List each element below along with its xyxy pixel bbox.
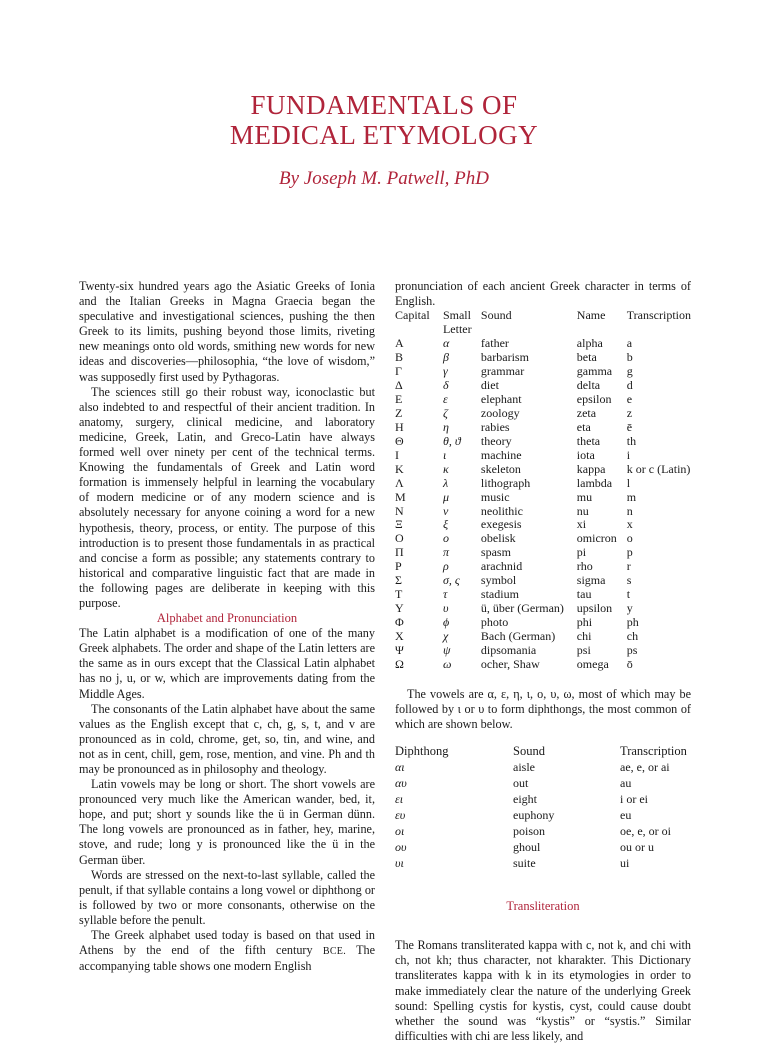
letter-name: delta <box>576 377 601 392</box>
diphthong-table <box>395 745 687 871</box>
letter-name: kappa <box>576 461 606 476</box>
diphthong-sound: euphony <box>513 808 555 823</box>
diphthong: αι <box>395 760 405 775</box>
transcription: r <box>626 559 631 574</box>
section-heading-alphabet: Alphabet and Pronunciation <box>156 611 298 626</box>
transcription: m <box>626 489 637 504</box>
greek-letter-row <box>395 658 691 672</box>
sound-example: elephant <box>480 391 522 406</box>
greek-alphabet-text-b: The accompanying table shows one modern English <box>79 943 376 974</box>
letter-name: eta <box>576 419 591 434</box>
transcription: x <box>626 517 633 532</box>
sound-example: lithograph <box>480 475 531 490</box>
capital-letter: Κ <box>395 461 404 476</box>
transcription: e <box>626 391 633 406</box>
greek-letter-row <box>395 449 691 463</box>
letter-name: xi <box>576 517 587 532</box>
diphthong-sound: poison <box>513 824 546 839</box>
small-letter: ρ <box>442 559 449 574</box>
letter-name: zeta <box>576 405 597 420</box>
greek-letter-row <box>395 560 691 574</box>
intro-paragraph: Twenty-six hundred years ago the Asiatic Greeks of Ionia and the Italian Greeks in Magna Graecia began the speculative and investigational sciences, pushing the then Greek to its limits, pushing beyond those limits, riveting new meanings onto old words, smithing new words for new ideas and discoveries—philosophia, “the love of wisdom,” was supposedly first used by Pythagoras. <box>79 279 375 384</box>
letter-name: gamma <box>576 364 613 378</box>
capital-letter: Θ <box>395 433 404 448</box>
greek-letter-row <box>395 393 691 407</box>
greek-alphabet-table <box>395 309 691 672</box>
capital-letter: Τ <box>395 587 403 602</box>
capital-letter: Λ <box>395 475 404 490</box>
capital-letter: Χ <box>395 629 404 644</box>
transcription: t <box>626 587 631 602</box>
letter-name: sigma <box>576 573 606 588</box>
small-letter: ϕ <box>442 615 450 630</box>
diphthong-transcription: ae, e, or ai <box>620 760 670 775</box>
pronunciation-paragraph: pronunciation of each ancient Greek character in terms of English. <box>395 279 691 309</box>
sound-example: dipsomania <box>480 643 537 658</box>
sound-example: zoology <box>480 405 520 420</box>
diphthong-transcription: ui <box>620 856 630 871</box>
sound-example: rabies <box>480 419 510 434</box>
diphthong-transcription: au <box>620 776 632 791</box>
era-abbreviation: BCE. <box>322 946 347 958</box>
latin-alphabet-paragraph: The Latin alphabet is a modification of one of the many Greek alphabets. The order and shape of the Latin letters are the same as in ours except that the Classical Latin alphabet has no j, u, or w, which are improvements dating from the Middle Ages. <box>79 626 375 701</box>
small-letter: μ <box>442 489 449 504</box>
sound-example: diet <box>480 377 499 392</box>
sound-example: stadium <box>480 587 519 602</box>
diphthong: υι <box>395 856 404 871</box>
header-diphthong-sound: Sound <box>513 744 545 759</box>
capital-letter: Δ <box>395 377 403 392</box>
header-small-letter: Small Letter <box>442 308 472 337</box>
letter-name: iota <box>576 447 595 462</box>
greek-letter-row <box>395 546 691 560</box>
transcription: ph <box>626 615 639 630</box>
header-name: Name <box>576 308 606 323</box>
header-diphthong: Diphthong <box>395 744 449 759</box>
letter-name: omicron <box>576 531 617 546</box>
letter-name: lambda <box>576 475 613 490</box>
greek-letter-row <box>395 518 691 532</box>
greek-letter-row <box>395 379 691 393</box>
transcription: g <box>626 364 633 378</box>
greek-letter-row <box>395 644 691 658</box>
diphthong-row <box>395 839 687 855</box>
small-letter: υ <box>442 601 449 616</box>
capital-letter: Ψ <box>395 643 404 658</box>
transcription: b <box>626 350 633 365</box>
small-letter: κ <box>442 461 449 476</box>
letter-name: nu <box>576 503 589 518</box>
capital-letter: Β <box>395 350 404 365</box>
small-letter: ε <box>442 391 448 406</box>
diphthong: ου <box>395 840 407 855</box>
greek-letter-row <box>395 337 691 351</box>
greek-letter-row <box>395 588 691 602</box>
sound-example: skeleton <box>480 461 521 476</box>
capital-letter: Ξ <box>395 517 403 532</box>
small-letter: χ <box>442 629 449 644</box>
transcription: ō <box>626 657 633 672</box>
diphthong-transcription: ou or u <box>620 840 654 855</box>
greek-letter-row <box>395 407 691 421</box>
capital-letter: Ν <box>395 503 404 518</box>
letter-name: omega <box>576 657 609 672</box>
letter-name: theta <box>576 433 601 448</box>
letter-name: tau <box>576 587 592 602</box>
greek-letter-row <box>395 630 691 644</box>
small-letter: ι <box>442 447 447 462</box>
header-capital: Capital <box>395 308 430 323</box>
diphthong-transcription: oe, e, or oi <box>620 824 671 839</box>
transliteration-paragraph: The Romans transliterated kappa with c, not k, and chi with ch, not kh; thus character, not kharakter. This Dictionary transliterates kappa with k in its etymologies in order to make immediately clear the nature of the underlying Greek sound: Spelling cystis for kystis, cyst, could cause doubt whether the sound was “kystis” or “systis.” Similar difficulties with chi are less likely, and <box>395 938 691 1043</box>
diphthong-row <box>395 759 687 775</box>
diphthong: οι <box>395 824 405 839</box>
sound-example: ocher, Shaw <box>480 657 540 672</box>
diphthong-transcription: eu <box>620 808 632 823</box>
greek-alphabet-paragraph <box>79 928 375 974</box>
title-line-2: MEDICAL ETYMOLOGY <box>229 120 539 150</box>
diphthong-sound: ghoul <box>513 840 541 855</box>
sound-example: music <box>480 489 510 504</box>
small-letter: ψ <box>442 643 451 658</box>
author-byline: By Joseph M. Patwell, PhD <box>278 168 489 189</box>
diphthong: αυ <box>395 776 407 791</box>
sound-example: obelisk <box>480 531 516 546</box>
sound-example: father <box>480 336 509 351</box>
diphthong-sound: out <box>513 776 529 791</box>
capital-letter: Φ <box>395 615 404 630</box>
header-sound: Sound <box>480 308 512 323</box>
capital-letter: Ο <box>395 531 404 546</box>
letter-name: rho <box>576 559 593 574</box>
sound-example: ü, über (German) <box>480 601 564 616</box>
transcription: d <box>626 377 633 392</box>
transcription: l <box>626 475 631 490</box>
greek-table-header-row <box>395 309 691 337</box>
greek-letter-row <box>395 574 691 588</box>
diphthong-header-row <box>395 745 687 759</box>
transcription: ch <box>626 629 639 644</box>
greek-letter-row <box>395 491 691 505</box>
section-heading-transliteration: Transliteration <box>506 899 580 914</box>
diphthong-row <box>395 823 687 839</box>
diphthong-row <box>395 855 687 871</box>
diphthong: ευ <box>395 808 406 823</box>
right-column <box>395 279 691 1044</box>
transcription: z <box>626 405 633 420</box>
letter-name: mu <box>576 489 593 504</box>
letter-name: phi <box>576 615 593 630</box>
transcription: s <box>626 573 632 588</box>
sound-example: photo <box>480 615 509 630</box>
greek-letter-row <box>395 463 691 477</box>
letter-name: beta <box>576 350 597 365</box>
letter-name: psi <box>576 643 591 658</box>
small-letter: β <box>442 350 449 365</box>
capital-letter: Η <box>395 419 404 434</box>
capital-letter: Ε <box>395 391 403 406</box>
letter-name: epsilon <box>576 391 612 406</box>
page-title <box>0 90 768 150</box>
small-letter: θ, ϑ <box>442 433 461 448</box>
transcription: p <box>626 545 633 560</box>
letter-name: pi <box>576 545 587 560</box>
vowels-paragraph: Latin vowels may be long or short. The short vowels are pronounced very much like the American wander, bed, it, hope, and put; short y sounds like the ü in German dünn. The long vowels are pronounced as in father, hey, marine, stove, and rude; long y is pronounced like the ü in the German über. <box>79 777 375 867</box>
title-line-1: FUNDAMENTALS OF <box>250 90 518 120</box>
small-letter: π <box>442 545 449 560</box>
small-letter: α <box>442 336 450 351</box>
letter-name: chi <box>576 629 592 644</box>
sound-example: grammar <box>480 364 525 378</box>
diphthong-row <box>395 775 687 791</box>
small-letter: ζ <box>442 405 448 420</box>
transcription: ps <box>626 643 638 658</box>
greek-letter-row <box>395 421 691 435</box>
transcription: ē <box>626 419 633 434</box>
greek-letter-row <box>395 365 691 379</box>
capital-letter: Γ <box>395 364 402 378</box>
transcription: a <box>626 336 633 351</box>
transcription: th <box>626 433 637 448</box>
sound-example: theory <box>480 433 512 448</box>
diphthong-sound: suite <box>513 856 536 871</box>
vowels-diphthongs-paragraph: The vowels are α, ε, η, ι, ο, υ, ω, most of which may be followed by ι or υ to form diphthongs, the most common of which are shown below. <box>395 686 691 732</box>
letter-name: alpha <box>576 336 603 351</box>
capital-letter: Ω <box>395 657 404 672</box>
diphthong-sound: aisle <box>513 760 535 775</box>
diphthong-row <box>395 807 687 823</box>
greek-letter-row <box>395 602 691 616</box>
left-column <box>79 279 375 974</box>
transcription: i <box>626 447 631 462</box>
sound-example: exegesis <box>480 517 522 532</box>
sound-example: barbarism <box>480 350 529 365</box>
capital-letter: Π <box>395 545 404 560</box>
greek-letter-row <box>395 532 691 546</box>
small-letter: ω <box>442 657 452 672</box>
greek-letter-row <box>395 505 691 519</box>
diphthong-row <box>395 791 687 807</box>
greek-alphabet-text-a: The Greek alphabet used today is based on that used in Athens by the end of the fifth century <box>79 928 375 958</box>
small-letter: λ <box>442 475 449 490</box>
small-letter: δ <box>442 377 449 392</box>
sound-example: arachnid <box>480 559 523 574</box>
capital-letter: Υ <box>395 601 404 616</box>
consonants-paragraph: The consonants of the Latin alphabet have about the same values as the English except that c, ch, g, s, t, and v are pronounced as in cold, chrome, get, so, tin, and wine, and not as in cent, chill, gem, rose, mention, and vine. Ph and th may be pronounced as in philosophy and theology. <box>79 701 375 776</box>
letter-name: upsilon <box>576 601 613 616</box>
sound-example: symbol <box>480 573 517 588</box>
small-letter: ο <box>442 531 449 546</box>
small-letter: τ <box>442 587 448 602</box>
capital-letter: Α <box>395 336 404 351</box>
capital-letter: Ζ <box>395 405 403 420</box>
small-letter: γ <box>442 364 448 378</box>
header-transcription: Transcription <box>626 308 691 323</box>
transcription: k or c (Latin) <box>626 461 691 476</box>
diphthong: ει <box>395 792 404 807</box>
small-letter: η <box>442 419 449 434</box>
capital-letter: Σ <box>395 573 402 588</box>
stress-paragraph: Words are stressed on the next-to-last syllable, called the penult, if that syllable contains a long vowel or diphthong or is followed by two or more consonants, otherwise on the syllable before the penult. <box>79 867 375 927</box>
capital-letter: Ρ <box>395 559 402 574</box>
small-letter: σ, ς <box>442 573 460 588</box>
greek-letter-row <box>395 616 691 630</box>
greek-letter-row <box>395 351 691 365</box>
capital-letter: Ι <box>395 447 399 462</box>
small-letter: ν <box>442 503 449 518</box>
capital-letter: Μ <box>395 489 406 504</box>
diphthong-transcription: i or ei <box>620 792 648 807</box>
greek-letter-row <box>395 435 691 449</box>
sound-example: machine <box>480 447 522 462</box>
sciences-paragraph: The sciences still go their robust way, iconoclastic but also indebted to and respectful of their ancient tradition. In anatomy, surgery, clinical medicine, and laboratory medicine, Greek, Latin, and Greco-Latin have always formed well over ninety per cent of the technical terms. Knowing the fundamentals of Greek and Latin word formation is immensely helpful in learning the vocabulary of modern medicine or of any modern science and is absolutely necessary for anyone coining a word for a new hypothesis, theory, process, or entity. The purpose of this introduction is to present those fundamentals in as practical and concise a form as possible; any statements contrary to historical and comparative linguistic fact that are made in the following pages are deliberate in keeping with this purpose. <box>79 384 375 610</box>
transcription: n <box>626 503 633 518</box>
transcription: y <box>626 601 633 616</box>
diphthong-sound: eight <box>513 792 537 807</box>
small-letter: ξ <box>442 517 449 532</box>
transcription: o <box>626 531 633 546</box>
header-diphthong-transcription: Transcription <box>620 744 687 759</box>
greek-letter-row <box>395 477 691 491</box>
sound-example: neolithic <box>480 503 523 518</box>
sound-example: Bach (German) <box>480 629 556 644</box>
sound-example: spasm <box>480 545 511 560</box>
